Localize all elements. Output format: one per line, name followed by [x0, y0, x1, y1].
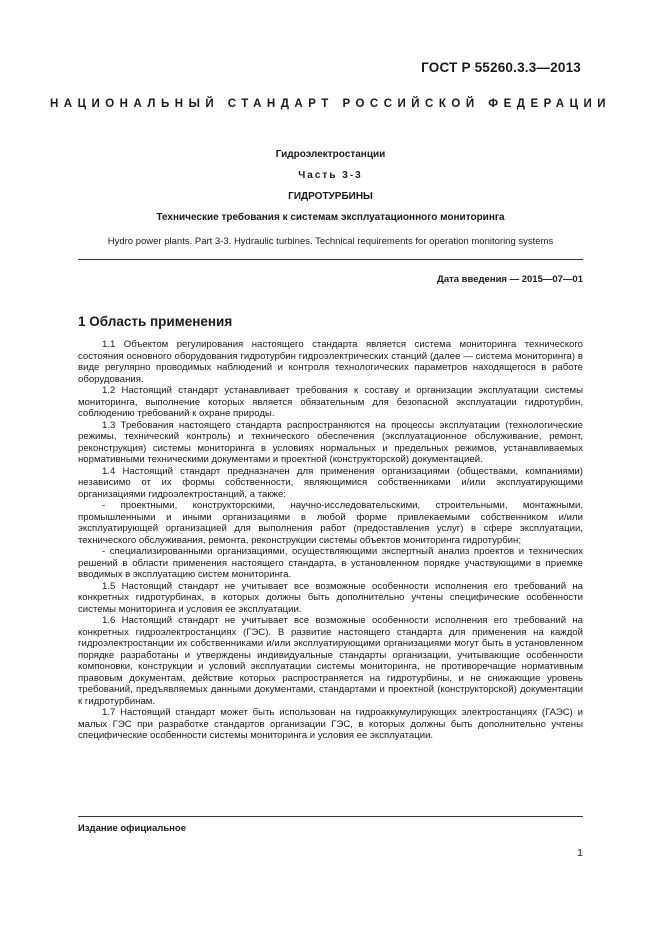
- footer-divider: [78, 816, 583, 817]
- national-standard-banner: НАЦИОНАЛЬНЫЙ СТАНДАРТ РОССИЙСКОЙ ФЕДЕРАЦИИ: [49, 98, 612, 110]
- standard-code: ГОСТ Р 55260.3.3—2013: [421, 60, 581, 75]
- list-item-expert-organizations: - специализированными организациями, осуществляющими экспертный анализ проектов и технических решений в области применения настоящего стандарта, в установленном порядке участвующими в приемке вводимых в эксплуатацию систем мониторинга.: [78, 546, 583, 580]
- document-name: ГИДРОТУРБИНЫ: [288, 191, 373, 202]
- effective-date: Дата введения — 2015—07—01: [437, 274, 583, 285]
- english-title: Hydro power plants. Part 3-3. Hydraulic turbines. Technical requirements for operation monitoring systems: [107, 236, 554, 247]
- paragraph-1-1: 1.1 Объектом регулирования настоящего стандарта является система мониторинга технического состояния основного оборудования гидротурбин гидроэлектрических станций (далее — система мониторинга) в виде регулярно проводимых наблюдений и контроля технологических параметров находящегося в работе оборудования.: [78, 339, 583, 385]
- title-divider: [78, 259, 583, 260]
- list-item-design-organizations: - проектными, конструкторскими, научно-исследовательскими, строительными, монтажными, промышленными и иными организациями в любой форме привлекаемыми собственником и/или эксплуатирующей организацией для выполнения работ (предоставления услуг) в сфере эксплуатации, технического обслуживания, ремонта, реконструкции системы объектов мониторинга гидротурбин;: [78, 500, 583, 546]
- document-subject: Гидроэлектростанции: [275, 149, 386, 160]
- document-subtitle: Технические требования к системам эксплуатационного мониторинга: [156, 212, 505, 223]
- paragraph-1-3: 1.3 Требования настоящего стандарта распространяются на процессы эксплуатации (технологические режимы, технический контроль) и технического обеспечения (эксплуатационное обслуживание, ремонт, реконструкция) системы мониторинга в условиях нормальных и предельных режимов, устанавливаемых нормативными техническими документами и проектной (конструкторской) документацией.: [78, 419, 583, 465]
- edition-label: Издание официальное: [78, 823, 186, 834]
- section-heading: 1 Область применения: [78, 314, 233, 329]
- title-block: [0, 148, 661, 248]
- paragraph-1-5: 1.5 Настоящий стандарт не учитывает все возможные особенности исполнения его требований на конкретных гидротурбинах, в которых должны быть дополнительно учтены специфические особенности системы мониторинга и условия ее эксплуатации.: [78, 580, 583, 615]
- paragraph-1-7: 1.7 Настоящий стандарт может быть использован на гидроаккумулирующих электростанциях (ГАЭС) и малых ГЭС при разработке стандартов организации ГЭС, в которых должны быть дополнительно учтены специфические особенности системы мониторинга и условия ее эксплуатации.: [78, 707, 583, 741]
- paragraph-1-4: 1.4 Настоящий стандарт предназначен для применения организациями (обществами, компаниями) независимо от их формы собственности, являющимися собственниками и/или эксплуатирующими организациями гидроэлектростанций, а также:: [78, 465, 583, 500]
- document-part: Часть 3-3: [298, 170, 363, 181]
- section-body: [78, 339, 583, 742]
- page-number: 1: [577, 847, 583, 859]
- paragraph-1-6: 1.6 Настоящий стандарт не учитывает все возможные особенности исполнения его требований на конкретных гидроэлектростанциях (ГЭС). В развитие настоящего стандарта для применения на каждой гидроэлектростанции их собственниками и/или эксплуатирующими организациями могут быть в установленном порядке разработаны и утверждены индивидуальные стандарты организации, учитывающие особенности компоновки, конструкции и условий эксплуатации системы мониторинга, не противоречащие нормативным правовым документам, действие которых распространяется на гидротурбины, и не снижающие уровень требований, предъявляемых данными документами, стандартами и проектной (конструкторской) документации к гидротурбинам.: [78, 615, 583, 707]
- paragraph-1-2: 1.2 Настоящий стандарт устанавливает требования к составу и организации эксплуатации системы мониторинга, выполнение которых является обязательным для безопасной эксплуатации гидротурбин, соблюдению требований к охране природы.: [78, 385, 583, 419]
